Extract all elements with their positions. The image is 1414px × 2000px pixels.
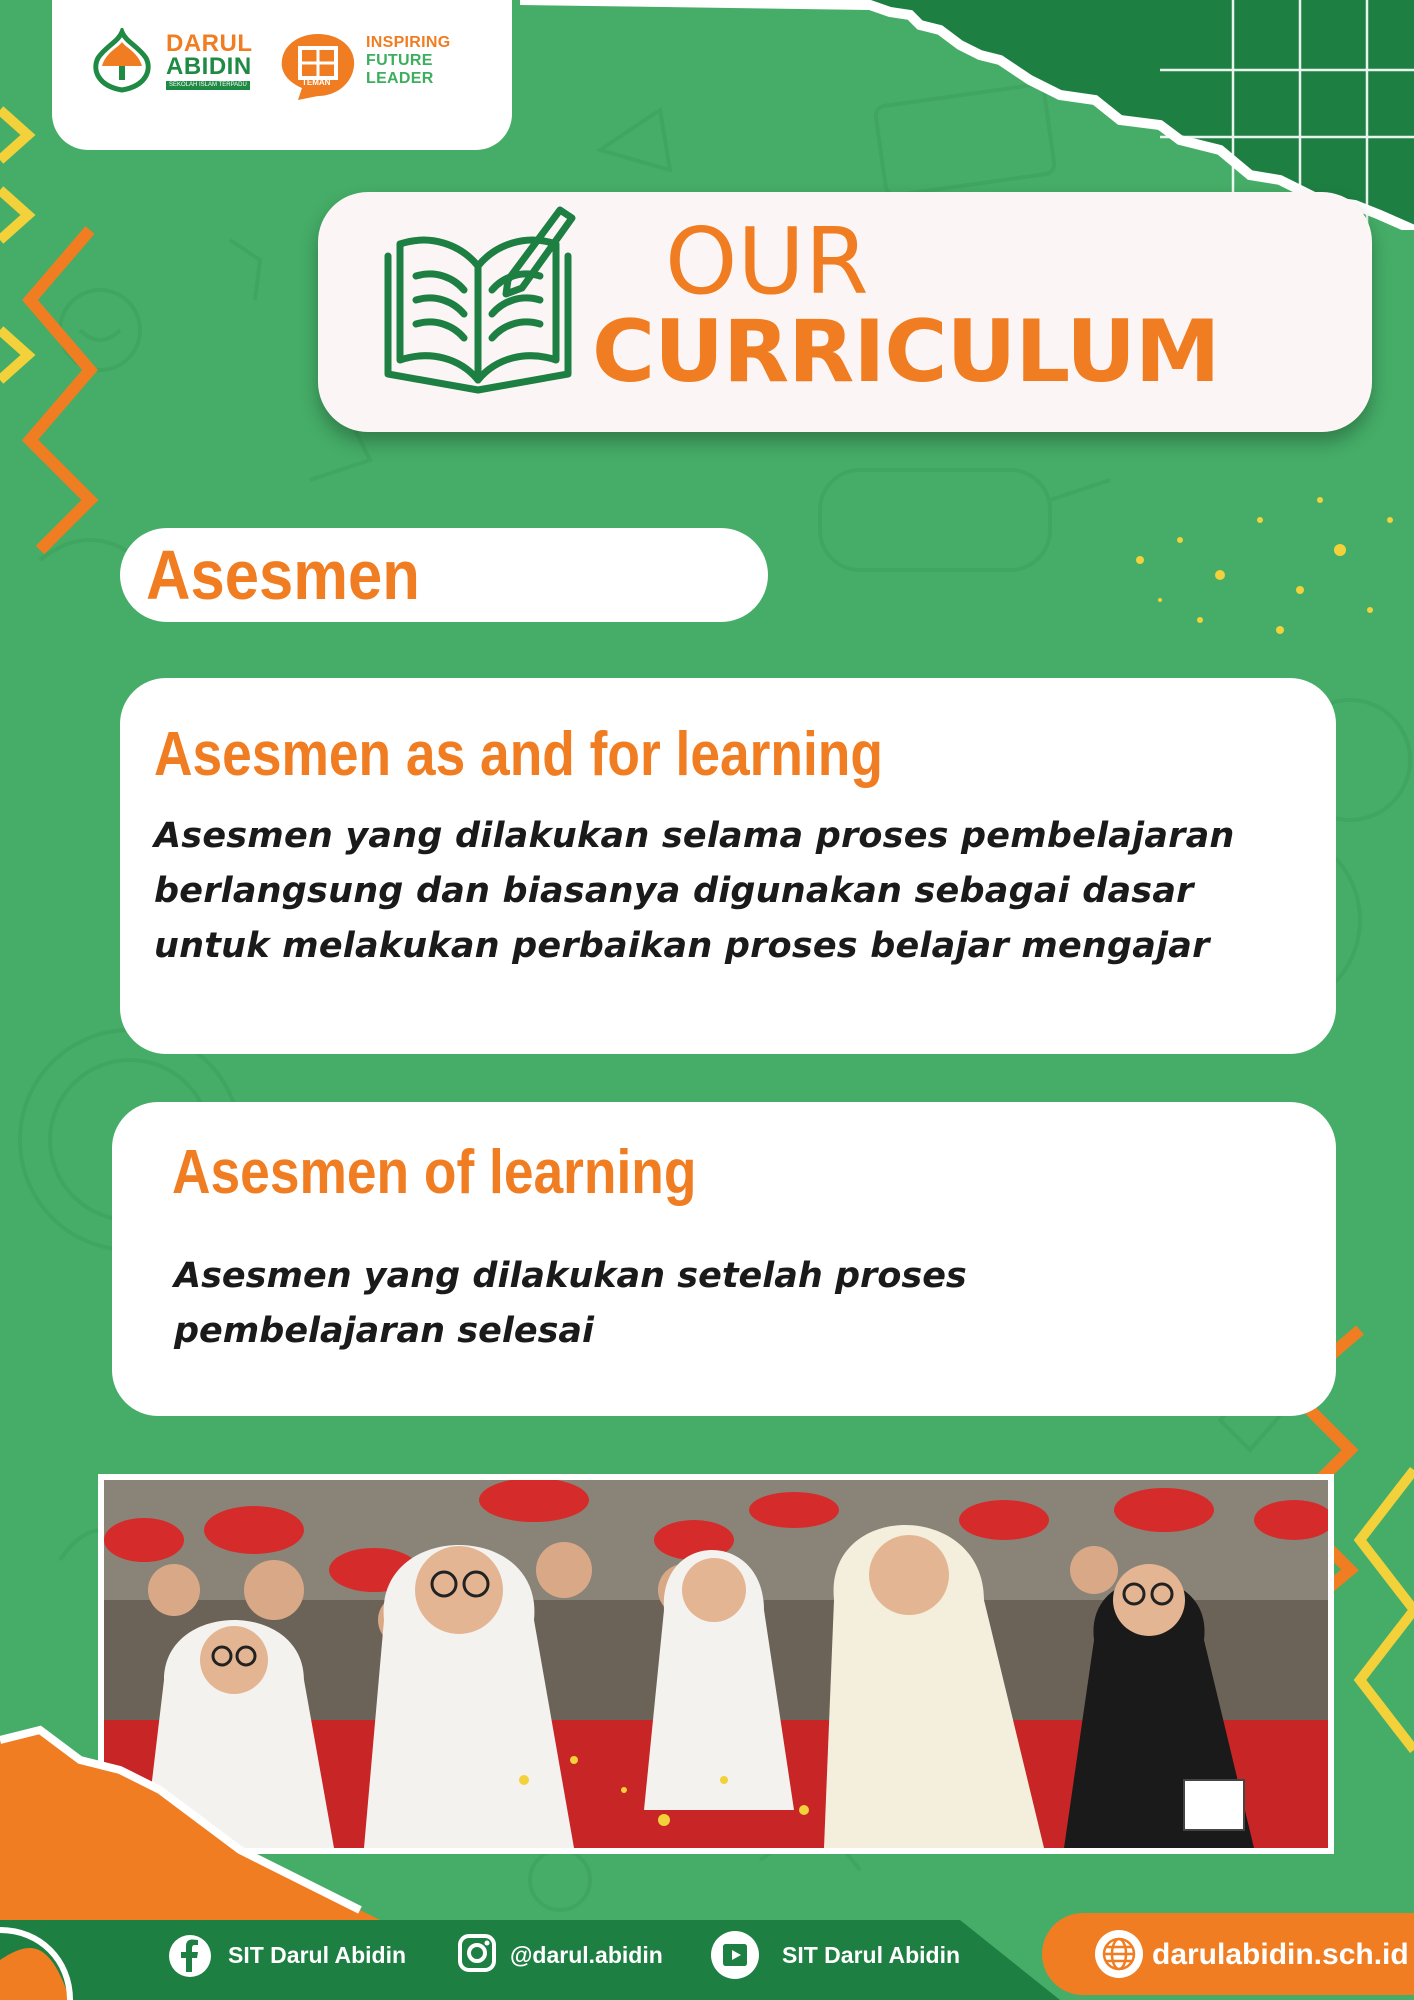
card-2-body-line: pembelajaran selesai xyxy=(174,1311,595,1351)
globe-icon xyxy=(1094,1929,1144,1979)
title-our: OUR xyxy=(665,208,869,315)
card-2-body xyxy=(174,1249,1294,1359)
facebook-handle[interactable]: SIT Darul Abidin xyxy=(228,1942,407,1968)
logo-subtitle: SEKOLAH ISLAM TERPADU xyxy=(166,81,250,90)
yellow-splatter xyxy=(1100,480,1414,650)
card-2-heading: Asesmen of learning xyxy=(172,1138,697,1207)
card-2-body-line: Asesmen yang dilakukan setelah proses xyxy=(174,1256,967,1296)
logo-name-line1: DARUL xyxy=(166,30,253,57)
section-label: Asesmen xyxy=(146,536,420,614)
card-1-body-line: Asesmen yang dilakukan selama proses pembelajaran xyxy=(154,816,1235,856)
card-1-body-line: untuk melakukan perbaikan proses belajar mengajar xyxy=(154,926,1210,966)
website-url[interactable]: darulabidin.sch.id xyxy=(1152,1938,1409,1971)
facebook-icon[interactable] xyxy=(168,1934,212,1978)
title-card xyxy=(318,192,1372,432)
instagram-icon[interactable] xyxy=(458,1934,496,1972)
assessment-card-2 xyxy=(112,1102,1336,1416)
section-pill xyxy=(120,528,768,622)
card-1-body xyxy=(154,809,1334,974)
tagline-line2: FUTURE xyxy=(366,52,433,69)
website-pill[interactable] xyxy=(1042,1913,1414,1995)
youtube-channel[interactable]: SIT Darul Abidin xyxy=(782,1942,961,1968)
bottom-left-torn-corner xyxy=(0,1700,380,1920)
left-zigzag-decoration xyxy=(0,100,110,560)
youtube-icon[interactable] xyxy=(710,1930,760,1980)
teman-label: TEMAN xyxy=(302,78,331,87)
tagline-line3: LEADER xyxy=(366,70,434,87)
card-1-heading: Asesmen as and for learning xyxy=(154,720,883,789)
instagram-handle[interactable]: @darul.abidin xyxy=(510,1942,663,1968)
assessment-card-1 xyxy=(120,678,1336,1054)
open-book-icon xyxy=(378,204,588,404)
logo-name-line2: ABIDIN xyxy=(166,53,252,80)
darul-abidin-logo-icon xyxy=(88,28,156,96)
logo-card xyxy=(52,0,512,150)
tagline-line1: INSPIRING xyxy=(366,34,451,51)
title-curriculum: CURRICULUM xyxy=(592,302,1220,402)
card-1-body-line: berlangsung dan biasanya digunakan sebagai dasar xyxy=(154,871,1194,911)
teman-logo-icon xyxy=(278,30,358,102)
